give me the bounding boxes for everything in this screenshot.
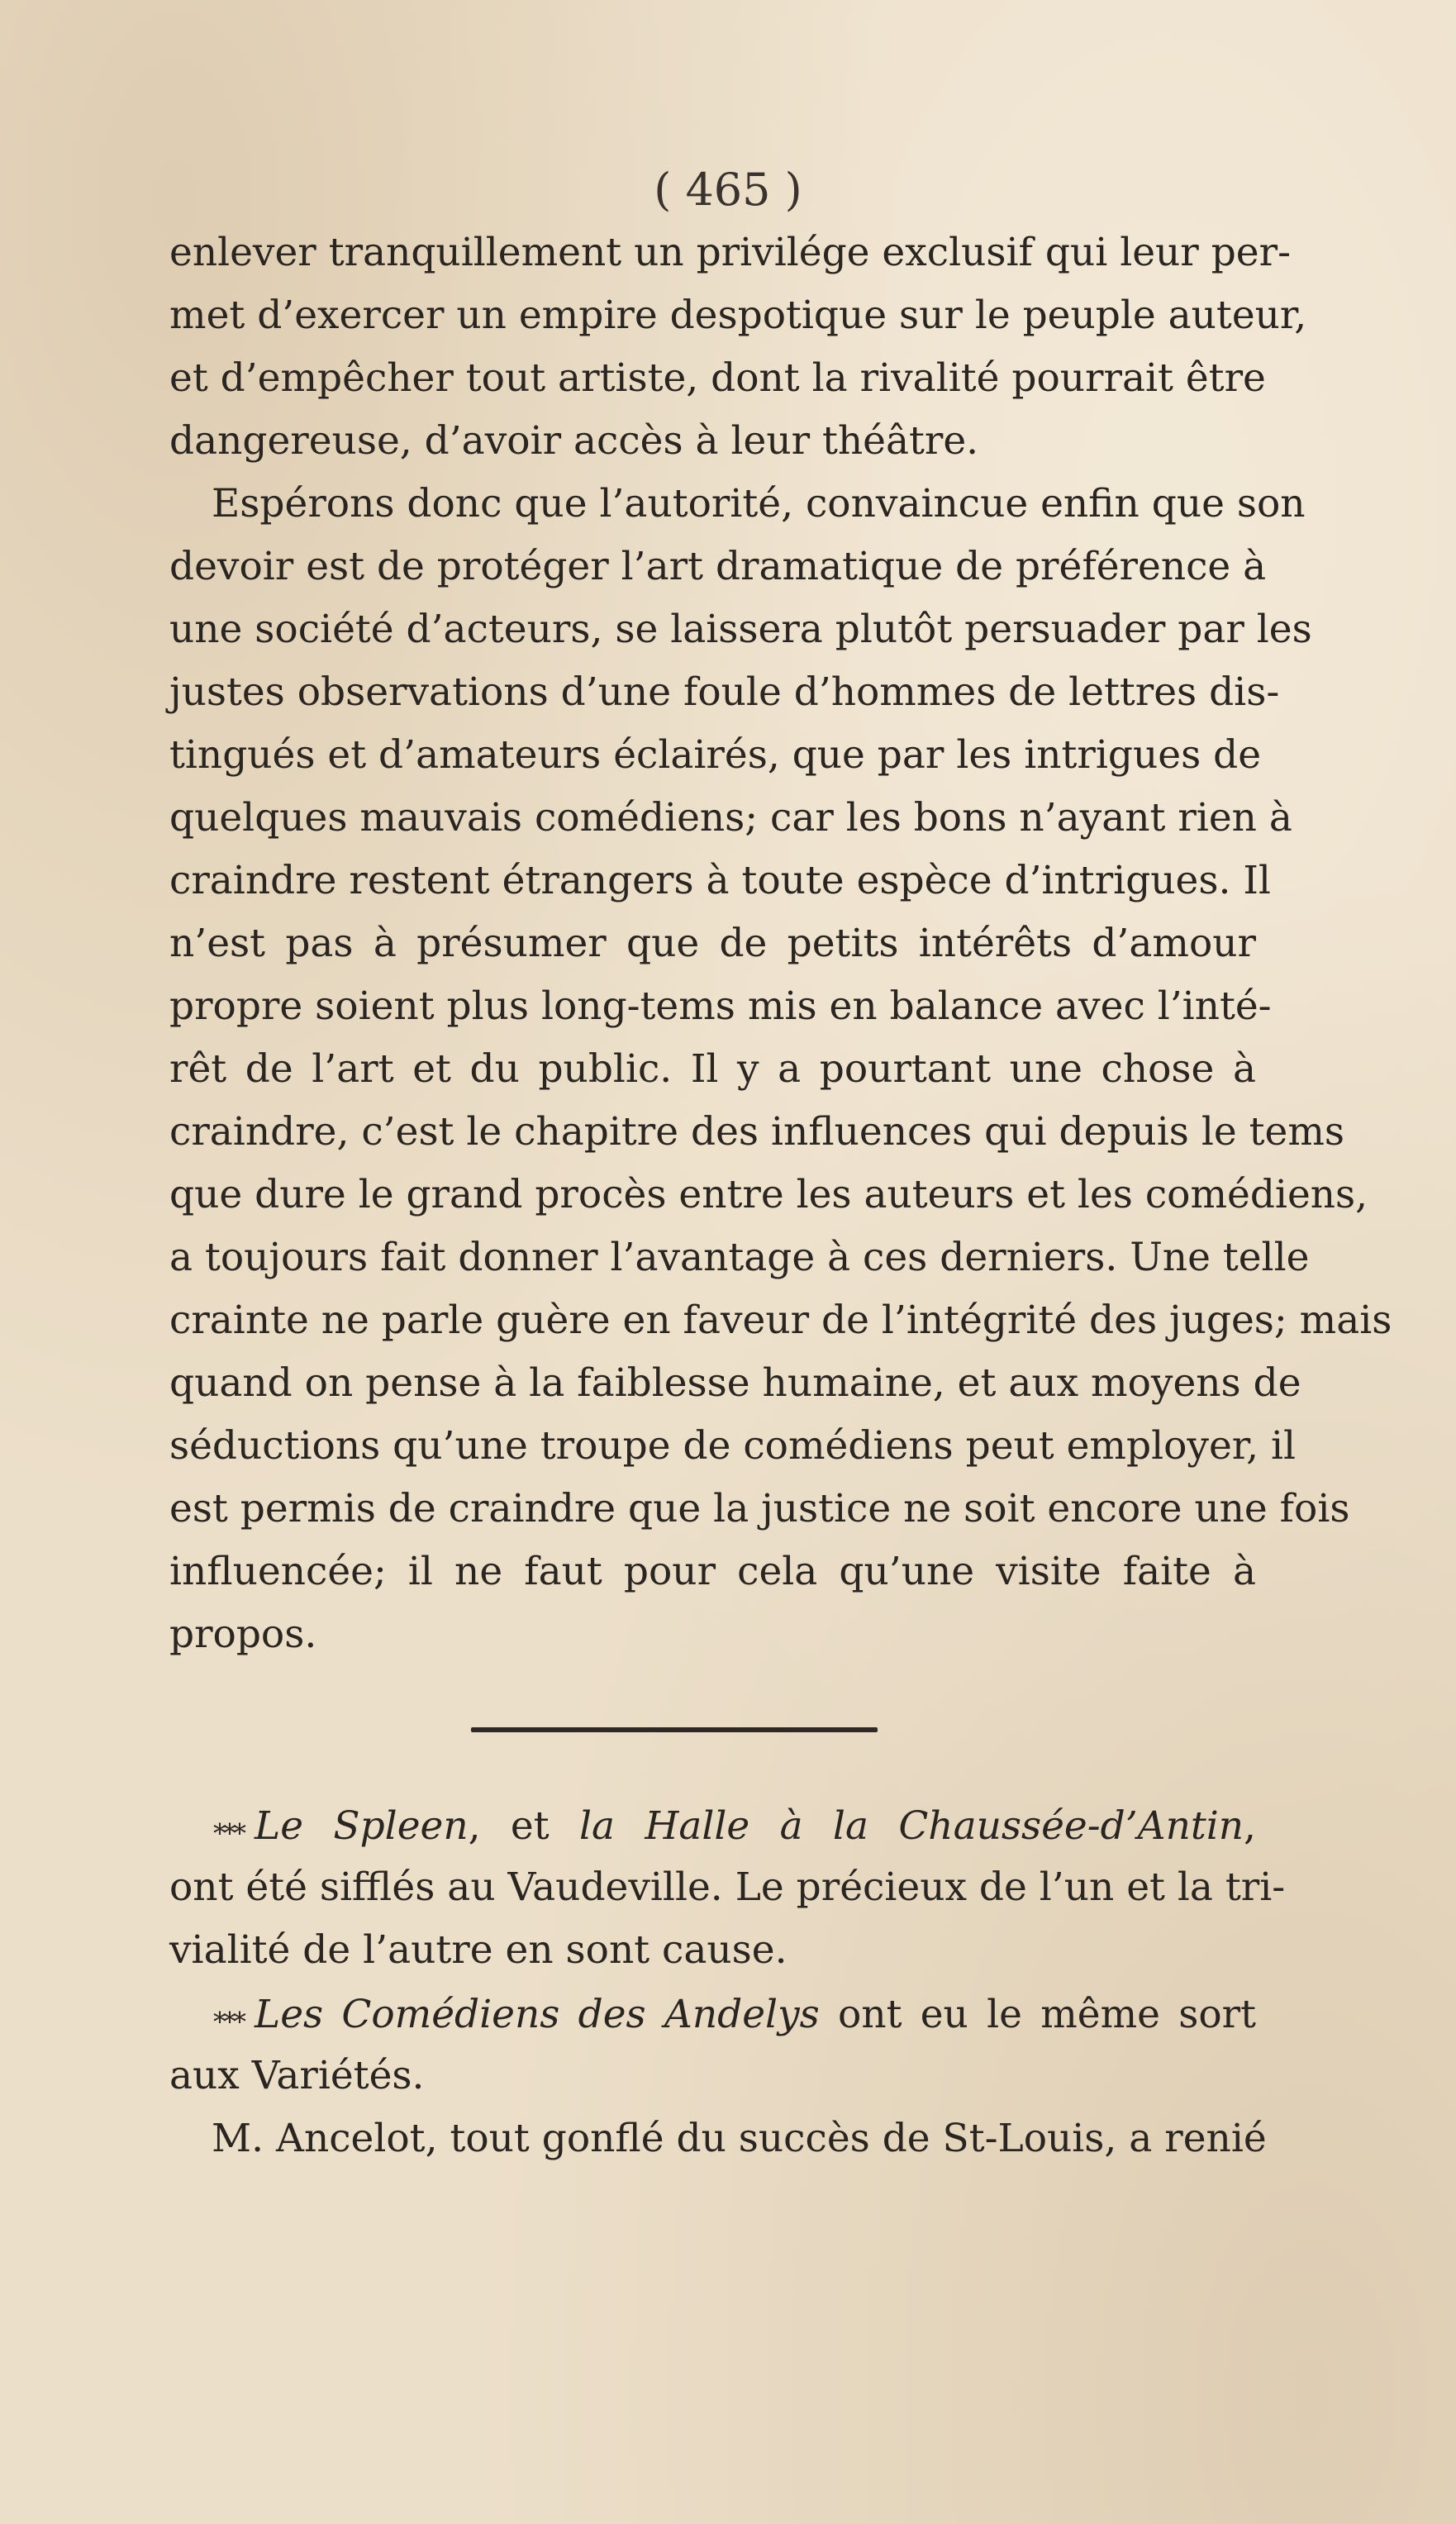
text-line: quand on pense à la faiblesse humaine, et aux moyens de xyxy=(169,1360,1301,1406)
text-line: est permis de craindre que la justice ne soit encore une fois xyxy=(169,1486,1350,1531)
text-line: tingués et d’amateurs éclairés, que par les intrigues de xyxy=(169,732,1262,778)
play-title: la Halle à la Chaussée-d’Antin xyxy=(578,1803,1244,1849)
play-title: Les Comédiens des Andelys xyxy=(255,1992,820,2037)
text-line: crainte ne parle guère en faveur de l’intégrité des juges; mais xyxy=(169,1298,1392,1343)
text-line: une société d’acteurs, se laissera plutôt persuader par les xyxy=(169,607,1312,652)
text-line: enlever tranquillement un privilége exclusif qui leur per- xyxy=(169,230,1291,275)
text-line: propos. xyxy=(169,1612,317,1657)
news-note-1: ⁎⁎⁎ Le Spleen, et la Halle à la Chaussée-d’Antin, xyxy=(213,1803,1256,1849)
text-line: influencée; il ne faut pour cela qu’une visite faite à xyxy=(169,1549,1256,1594)
text-line: aux Variétés. xyxy=(169,2053,425,2098)
text-line: craindre, c’est le chapitre des influences qui depuis le tems xyxy=(169,1109,1345,1155)
text-line: vialité de l’autre en sont cause. xyxy=(169,1927,787,1973)
text-line: et d’empêcher tout artiste, dont la rivalité pourrait être xyxy=(169,355,1266,401)
text-line: n’est pas à présumer que de petits intérêts d’amour xyxy=(169,921,1256,966)
text-line: devoir est de protéger l’art dramatique de préférence à xyxy=(169,544,1267,589)
text-line: met d’exercer un empire despotique sur le peuple auteur, xyxy=(169,293,1307,338)
news-note-2: ⁎⁎⁎ Les Comédiens des Andelys ont eu le même sort xyxy=(213,1992,1256,2037)
text-line: séductions qu’une troupe de comédiens peut employer, il xyxy=(169,1423,1297,1469)
text-line: justes observations d’une foule d’hommes de lettres dis- xyxy=(169,669,1280,715)
text-line: ont été sifflés au Vaudeville. Le précieux de l’un et la tri- xyxy=(169,1864,1286,1910)
text-line: dangereuse, d’avoir accès à leur théâtre. xyxy=(169,418,979,464)
text-line: quelques mauvais comédiens; car les bons n’ayant rien à xyxy=(169,795,1292,841)
text-line: propre soient plus long-tems mis en balance avec l’inté- xyxy=(169,983,1272,1029)
asterism-icon: ⁎⁎⁎ xyxy=(213,1809,243,1841)
play-title: Le Spleen xyxy=(255,1803,469,1849)
page-number: ( 465 ) xyxy=(654,164,802,216)
text-line: que dure le grand procès entre les auteurs et les comédiens, xyxy=(169,1172,1368,1217)
text-line: craindre restent étrangers à toute espèce d’intrigues. Il xyxy=(169,858,1271,903)
text-line: Espérons donc que l’autorité, convaincue enfin que son xyxy=(212,481,1306,526)
text-line: a toujours fait donner l’avantage à ces derniers. Une telle xyxy=(169,1235,1310,1280)
section-divider xyxy=(471,1727,878,1732)
news-note-3: M. Ancelot, tout gonflé du succès de St-Louis, a renié xyxy=(212,2116,1267,2161)
asterism-icon: ⁎⁎⁎ xyxy=(213,1998,243,2029)
text-line: rêt de l’art et du public. Il y a pourtant une chose à xyxy=(169,1046,1256,1092)
